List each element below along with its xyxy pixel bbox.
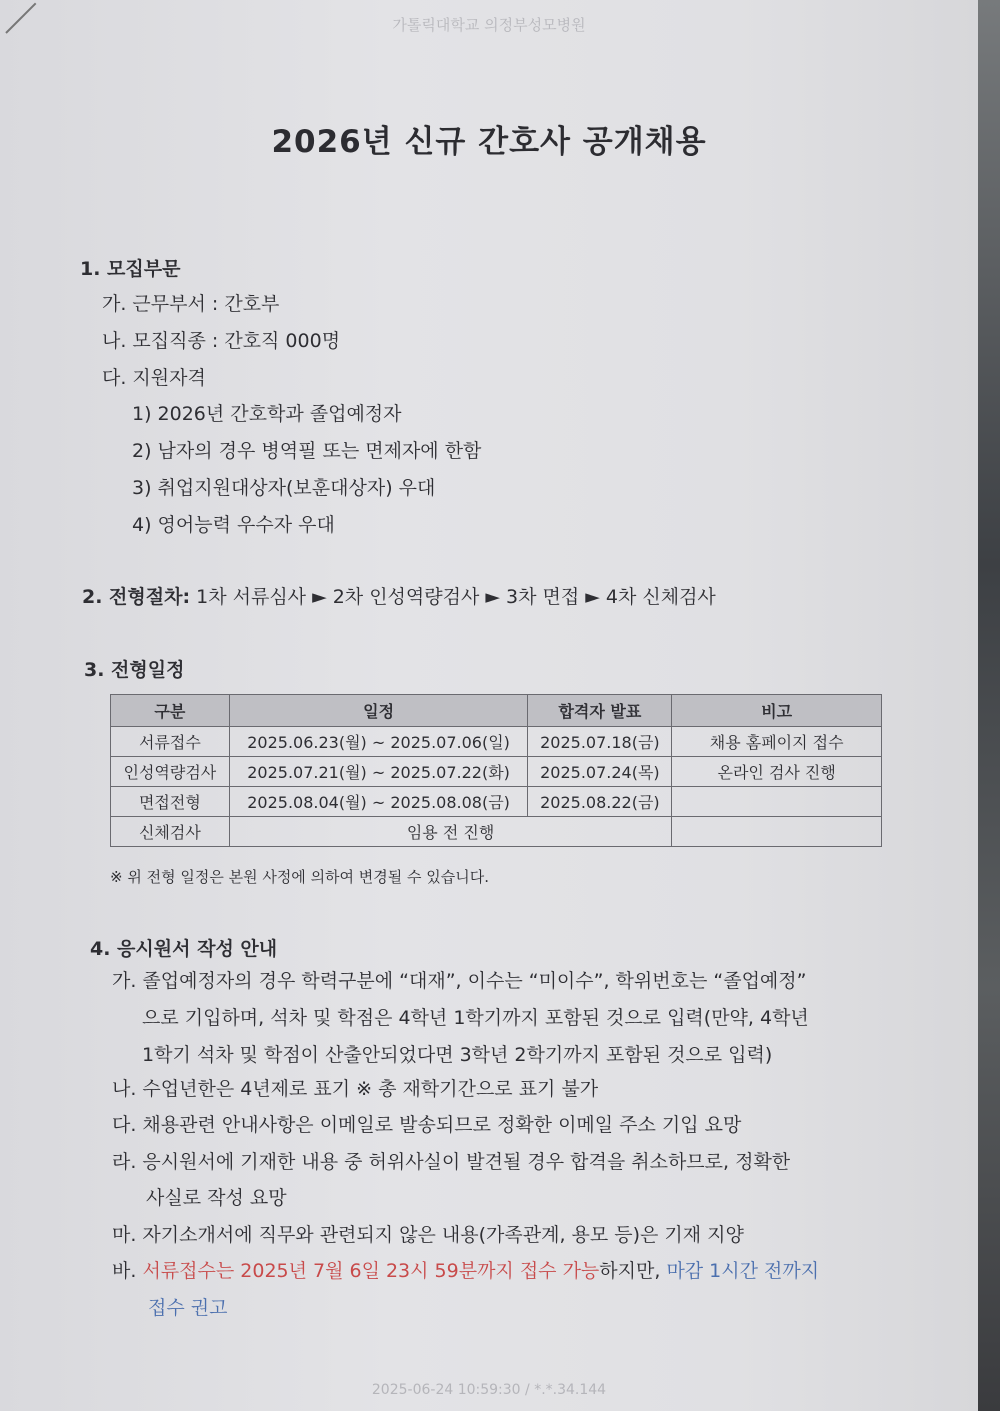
schedule-note: ※ 위 전형 일정은 본원 사정에 의하여 변경될 수 있습니다. (110, 868, 490, 886)
schedule-table (110, 694, 882, 847)
table-cell: 2025.06.23(월) ~ 2025.07.06(일) (229, 727, 528, 757)
table-cell: 2025.08.04(월) ~ 2025.08.08(금) (229, 787, 528, 817)
table-cell (672, 787, 882, 817)
table-row (111, 787, 882, 817)
hospital-watermark: 가톨릭대학교 의정부성모병원 (392, 16, 586, 34)
qualification-1: 1) 2026년 간호학과 졸업예정자 (132, 403, 402, 425)
recommendation-highlight: 마감 1시간 전까지 (666, 1260, 820, 1282)
document-title: 2026년 신규 간호사 공개채용 (271, 124, 707, 160)
guide-a-line-2: 으로 기입하며, 석차 및 학점은 4학년 1학기까지 포함된 것으로 입력(만약, 4학년 (142, 1007, 809, 1029)
guide-d-line-2: 사실로 작성 요망 (146, 1187, 287, 1209)
header-schedule: 일정 (229, 695, 528, 727)
background-edge (978, 0, 1000, 1411)
table-cell: 2025.08.22(금) (528, 787, 672, 817)
table-cell: 2025.07.18(금) (528, 727, 672, 757)
table-cell (672, 817, 882, 847)
table-cell: 신체검사 (111, 817, 230, 847)
table-cell: 채용 홈페이지 접수 (672, 727, 882, 757)
header-remarks: 비고 (672, 695, 882, 727)
header-announcement: 합격자 발표 (528, 695, 672, 727)
guide-a-line-3: 1학기 석차 및 학점이 산출안되었다면 3학년 2학기까지 포함된 것으로 입력) (142, 1044, 773, 1066)
header-category: 구분 (111, 695, 230, 727)
guide-f-mid: 하지만, (599, 1260, 661, 1282)
guide-d-line-1: 라. 응시원서에 기재한 내용 중 허위사실이 발견될 경우 합격을 취소하므로, 정확한 (112, 1151, 791, 1173)
section-1-heading: 1. 모집부문 (80, 258, 181, 280)
qualification-4: 4) 영어능력 우수자 우대 (132, 514, 335, 536)
table-row (111, 757, 882, 787)
table-header-row (111, 695, 882, 727)
table-cell: 2025.07.21(월) ~ 2025.07.22(화) (229, 757, 528, 787)
table-cell: 임용 전 진행 (229, 817, 672, 847)
department-line: 가. 근무부서 : 간호부 (102, 293, 280, 315)
guide-f-line-1 (112, 1256, 819, 1283)
selection-steps: 1차 서류심사 ► 2차 인성역량검사 ► 3차 면접 ► 4차 신체검사 (196, 586, 716, 608)
section-2-heading: 2. 전형절차: (82, 586, 191, 608)
qualification-3: 3) 취업지원대상자(보훈대상자) 우대 (132, 477, 436, 499)
table-cell: 서류접수 (111, 727, 230, 757)
table-cell: 온라인 검사 진행 (672, 757, 882, 787)
qualification-2: 2) 남자의 경우 병역필 또는 면제자에 한함 (132, 440, 482, 462)
guide-c-line: 다. 채용관련 안내사항은 이메일로 발송되므로 정확한 이메일 주소 기입 요망 (112, 1114, 742, 1136)
guide-f-prefix: 바. (112, 1260, 137, 1282)
guide-b-line: 나. 수업년한은 4년제로 표기 ※ 총 재학기간으로 표기 불가 (112, 1078, 599, 1100)
table-cell: 2025.07.24(목) (528, 757, 672, 787)
table-cell: 인성역량검사 (111, 757, 230, 787)
section-3-heading: 3. 전형일정 (84, 659, 185, 681)
guide-a-line-1: 가. 졸업예정자의 경우 학력구분에 “대재”, 이수는 “미이수”, 학위번호는 “졸업예정” (112, 970, 807, 992)
position-line: 나. 모집직종 : 간호직 000명 (102, 330, 341, 352)
table-cell: 면접전형 (111, 787, 230, 817)
guide-e-line: 마. 자기소개서에 직무와 관련되지 않은 내용(가족관계, 용모 등)은 기재 지양 (112, 1224, 744, 1246)
table-row (111, 817, 882, 847)
guide-f-line-2: 접수 권고 (148, 1297, 228, 1319)
print-timestamp: 2025-06-24 10:59:30 / *.*.34.144 (371, 1382, 607, 1398)
deadline-highlight: 서류접수는 2025년 7월 6일 23시 59분까지 접수 가능 (142, 1260, 600, 1282)
table-row (111, 727, 882, 757)
section-4-heading: 4. 응시원서 작성 안내 (90, 938, 278, 960)
qualification-heading: 다. 지원자격 (102, 367, 206, 389)
section-2-line (82, 582, 716, 609)
